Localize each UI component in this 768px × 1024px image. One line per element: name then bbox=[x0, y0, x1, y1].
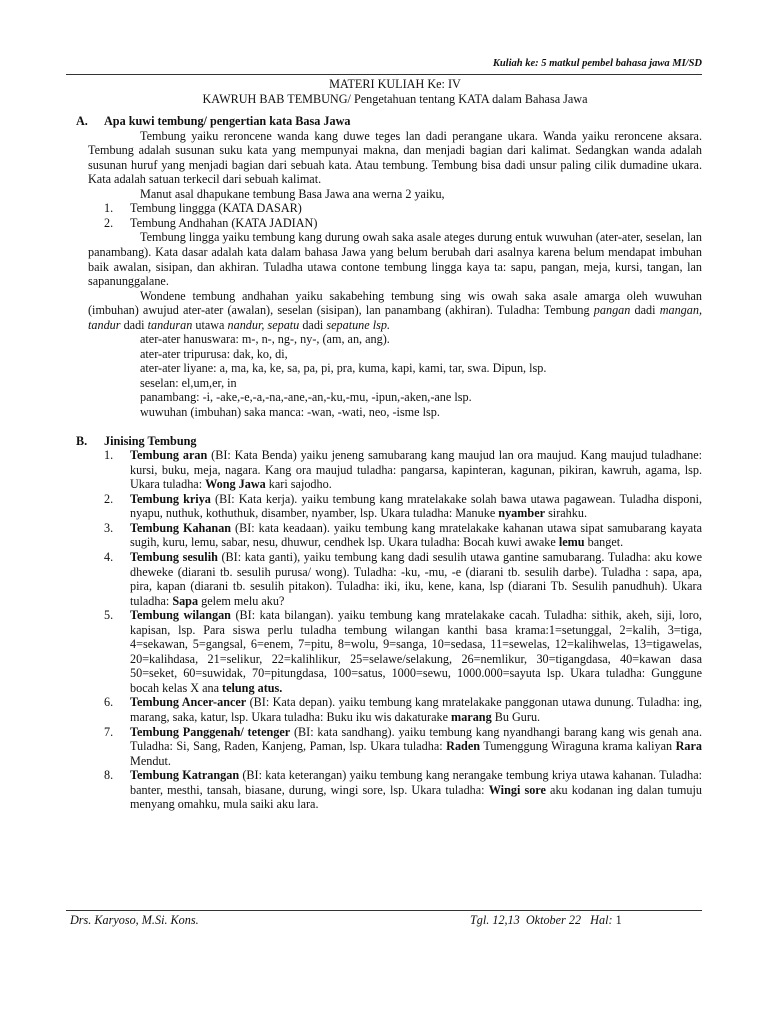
example-word: Wong Jawa bbox=[205, 477, 266, 492]
section-a-letter: A. bbox=[76, 114, 88, 129]
section-b-letter: B. bbox=[76, 433, 88, 448]
text-run: (BI: Kata depan). yaiku tembung kang mratelakake panggonan utawa dunung. Tuladha: ing, marang, saka, katur, lsp. Ukara tuladha: Buku iku wis dakaturake bbox=[130, 695, 702, 724]
text-run: Bu Guru. bbox=[491, 709, 541, 724]
list-item-number: 8. bbox=[104, 768, 114, 783]
running-header: Kuliah ke: 5 matkul pembel bahasa jawa MI/SD bbox=[492, 58, 702, 69]
text-run: (BI: Kata Benda) yaiku jeneng samubarang kang maujud lan ora maujud. Kang maujud tuladhane: kursi, buku, meja, nagara. Kang ora maujud tuladha: pangarsa, kapinteran, kagunan, pikiran, kawruh, agama, lsp. Ukara tuladha: bbox=[130, 448, 702, 492]
list-item bbox=[88, 608, 702, 695]
section-b-list bbox=[88, 448, 702, 812]
example-word: lemu bbox=[558, 535, 585, 550]
text-run: sirahku. bbox=[545, 506, 587, 521]
example-word: Wingi sore bbox=[488, 782, 546, 797]
term: Tembung Panggenah/ tetenger bbox=[130, 724, 291, 739]
example-word: Raden bbox=[446, 739, 481, 754]
example-word: telung atus. bbox=[222, 680, 283, 695]
list-item-text bbox=[130, 492, 702, 521]
example-word: nyamber bbox=[498, 506, 546, 521]
text-run-italic: sepatune lsp. bbox=[326, 317, 390, 332]
list-item bbox=[88, 216, 702, 231]
list-item-number: 1. bbox=[104, 201, 114, 216]
section-a-paragraph-4 bbox=[88, 289, 702, 333]
text-run: dadi bbox=[630, 303, 660, 318]
list-item-text: Tembung linggga (KATA DASAR) bbox=[130, 201, 302, 216]
list-item-text bbox=[130, 448, 702, 492]
affix-line: seselan: el,um,er, in bbox=[140, 375, 237, 390]
list-item-number: 3. bbox=[104, 520, 114, 535]
section-b-title: Jinising Tembung bbox=[104, 433, 197, 448]
section-a-paragraph-2: Manut asal dhapukane tembung Basa Jawa ana werna 2 yaiku, bbox=[140, 186, 445, 201]
list-item-text bbox=[130, 550, 702, 608]
text-run: (BI: Kata kerja). yaiku tembung kang mratelakake solah bawa utawa pagawean. Tuladha disponi, nyapu, nuthuk, kothuthuk, disamber, nyamber, lsp. Ukara tuladha: Manuke bbox=[130, 491, 703, 521]
list-item-text bbox=[130, 608, 702, 695]
text-run-italic: mangan, tandur bbox=[88, 303, 703, 332]
term: Tembung aran bbox=[130, 448, 208, 463]
list-item-number: 7. bbox=[104, 724, 114, 739]
list-item bbox=[88, 448, 702, 492]
text-run: aku kodanan ing dalan tumuju menyang omahku, mula saiki aku lara. bbox=[130, 782, 702, 812]
text-run: (BI: kata ganti), yaiku tembung kang dadi sesulih utawa gantine samubarang. Tuladha: aku kowe dheweke (diarani tb. sesulih purusa/ wong). Tuladha: -ku, -mu, -e (diarani tb. sesulih darbe). Tuladha : sapa, apa, pira, kapan (diarani tb. sesulih pitakon). Tuladha: iki, iku, kene, kana, lsp (diarani Tb. Sesulih panudhuh). Ukara tuladha: bbox=[130, 549, 702, 608]
header-rule bbox=[66, 74, 702, 75]
text-run: (BI: kata keadaan). yaiku tembung kang mratelakake kahanan utawa sipat samubarang kayata sugih, kuru, lemu, sabar, nesu, dhuwur, cendhek lsp. Ukara tuladha: Bocah kuwi awake bbox=[130, 520, 702, 550]
term: Tembung Ancer-ancer bbox=[130, 695, 247, 710]
section-a-list bbox=[88, 201, 702, 230]
affix-line: ater-ater tripurusa: dak, ko, di, bbox=[140, 346, 288, 361]
footer-date-page bbox=[470, 913, 622, 928]
list-item-text bbox=[130, 768, 702, 812]
list-item-number: 2. bbox=[104, 215, 114, 230]
example-word: Sapa bbox=[172, 593, 199, 608]
text-run: dadi bbox=[299, 317, 327, 332]
page-content bbox=[76, 77, 703, 812]
section-a-heading bbox=[76, 114, 702, 129]
example-word: marang bbox=[451, 709, 492, 724]
list-item bbox=[88, 521, 702, 550]
affix-line: panambang: -i, -ake,-e,-a,-na,-ane,-an,-ku,-mu, -ipun,-aken,-ane lsp. bbox=[140, 390, 472, 405]
list-item bbox=[88, 695, 702, 724]
list-item-number: 6. bbox=[104, 695, 114, 710]
text-run-italic: pangan bbox=[593, 303, 631, 318]
list-item bbox=[88, 725, 702, 769]
affix-list bbox=[88, 332, 702, 419]
footer-author: Drs. Karyoso, M.Si. Kons. bbox=[70, 913, 199, 927]
text-run: utawa bbox=[192, 317, 228, 332]
term: Tembung kriya bbox=[130, 491, 211, 506]
text-run: gelem melu aku? bbox=[198, 593, 285, 608]
footer-rule bbox=[66, 910, 702, 911]
affix-line: ater-ater liyane: a, ma, ka, ke, sa, pa, pi, pra, kuma, kapi, kami, tar, swa. Dipun, lsp. bbox=[140, 361, 547, 376]
affix-line: ater-ater hanuswara: m-, n-, ng-, ny-, (am, an, ang). bbox=[140, 332, 390, 347]
text-run: kari sajodho. bbox=[265, 477, 332, 492]
text-run-italic: nandur, sepatu bbox=[227, 317, 300, 332]
page-title-line1: MATERI KULIAH Ke: IV bbox=[329, 77, 461, 91]
section-a-paragraph-3: Tembung lingga yaiku tembung kang durung owah saka asale ateges durung entuk wuwuhan (ater-ater, seselan, lan panambang). Kata dasar adalah kata dalam bahasa Jawa yang belum berubah dari asalnya karena belum mendapat imbuhan baik awalan, sisipan, dan akhiran. Tuladha utawa contone tembung lingga kaya ta: sapu, pangan, meja, kursi, tangan, lan sapanunggalane. bbox=[88, 230, 702, 289]
list-item-number: 2. bbox=[104, 491, 114, 506]
list-item bbox=[88, 550, 702, 608]
text-run: Wondene tembung andhahan yaiku sakabehing tembung sing wis owah saka asale amarga oleh wuwuhan (imbuhan) awujud ater-ater (awalan), seselan (sisipan), lan panambang (akhiran). Tuladha: Tembung bbox=[88, 288, 702, 318]
example-word: Rara bbox=[675, 739, 702, 754]
list-item-number: 4. bbox=[104, 549, 114, 564]
term: Tembung sesulih bbox=[130, 549, 218, 564]
footer-date: Tgl. 12,13 Oktober 22 Hal: bbox=[470, 913, 613, 927]
section-a-paragraph-1: Tembung yaiku reroncene wanda kang duwe teges lan dadi perangane ukara. Wanda yaiku reroncene aksara. Tembung adalah susunan suku kata yang mempunyai makna, dan menjadi bagian dari kalimat. Sedangkan wanda adalah susunan huruf yang menjadi bagian dari sebuah kata. Atau tembung. Tembung bisa dadi unsur paling cilik dumadine ukara. Kata adalah satuan terkecil dari sebuah kalimat. bbox=[88, 128, 702, 187]
page-number: 1 bbox=[615, 913, 622, 927]
text-run: Tumenggung Wiraguna krama kaliyan bbox=[480, 739, 676, 754]
list-item bbox=[88, 492, 702, 521]
list-item-text bbox=[130, 521, 702, 550]
list-item bbox=[88, 768, 702, 812]
text-run: (BI: kata bilangan). yaiku tembung kang mratelakake cacah. Tuladha: sithik, akeh, siji, loro, kapisan, lsp. Para siswa perlu tuladha tembung wilangan kanthi basa krama:1=setunggal, 2=kalih, 3=tiga, 4=sekawan, 5=gangsal, 6=enem, 7=pitu, 8=wolu, 9=sanga, 10=sedasa, 11=sewelas, 12=kalihwelas, 13=tigawelas, 20=kalihdasa, 21=selikur, 22=kalihlikur, 25=selawe/selakung, 26=nemlikur, 30=tigangdasa, 40=kawan dasa 50=seket, 60=suwidak, 70=pitungdasa, 100=satus, 1000=sewu, 1000.000=sayuta lsp. Ukara tuladha: Gunggune bocah kelas X ana bbox=[130, 608, 702, 695]
spacer bbox=[88, 420, 702, 434]
text-run: (BI: kata sandhang). yaiku tembung kang nyandhangi barang kang wis genah ana. Tuladha: Si, Sang, Raden, Kanjeng, Paman, lsp. Ukara tuladha: bbox=[130, 724, 703, 754]
section-b-heading bbox=[76, 434, 702, 449]
term: Tembung Kahanan bbox=[130, 520, 232, 535]
text-run: Mendut. bbox=[130, 753, 171, 768]
list-item bbox=[88, 201, 702, 216]
list-item-number: 1. bbox=[104, 448, 114, 463]
list-item-number: 5. bbox=[104, 608, 114, 623]
list-item-text bbox=[130, 695, 702, 724]
text-run: dadi bbox=[120, 317, 148, 332]
list-item-text bbox=[130, 725, 702, 769]
list-item-text: Tembung Andhahan (KATA JADIAN) bbox=[130, 215, 318, 230]
term: Tembung Katrangan bbox=[130, 768, 240, 783]
term: Tembung wilangan bbox=[130, 608, 231, 623]
text-run: (BI: kata keterangan) yaiku tembung kang nerangake tembung kriya utawa kahanan. Tuladha: banter, mesthi, tansah, biasane, durung, wingi sore, lsp. Ukara tuladha: bbox=[130, 768, 702, 797]
text-run: banget. bbox=[584, 535, 624, 550]
text-run-italic: tanduran bbox=[147, 317, 193, 332]
page-title-line2: KAWRUH BAB TEMBUNG/ Pengetahuan tentang KATA dalam Bahasa Jawa bbox=[202, 91, 588, 106]
section-a-title: Apa kuwi tembung/ pengertian kata Basa Jawa bbox=[104, 114, 351, 129]
affix-line: wuwuhan (imbuhan) saka manca: -wan, -wati, neo, -isme lsp. bbox=[140, 405, 440, 420]
